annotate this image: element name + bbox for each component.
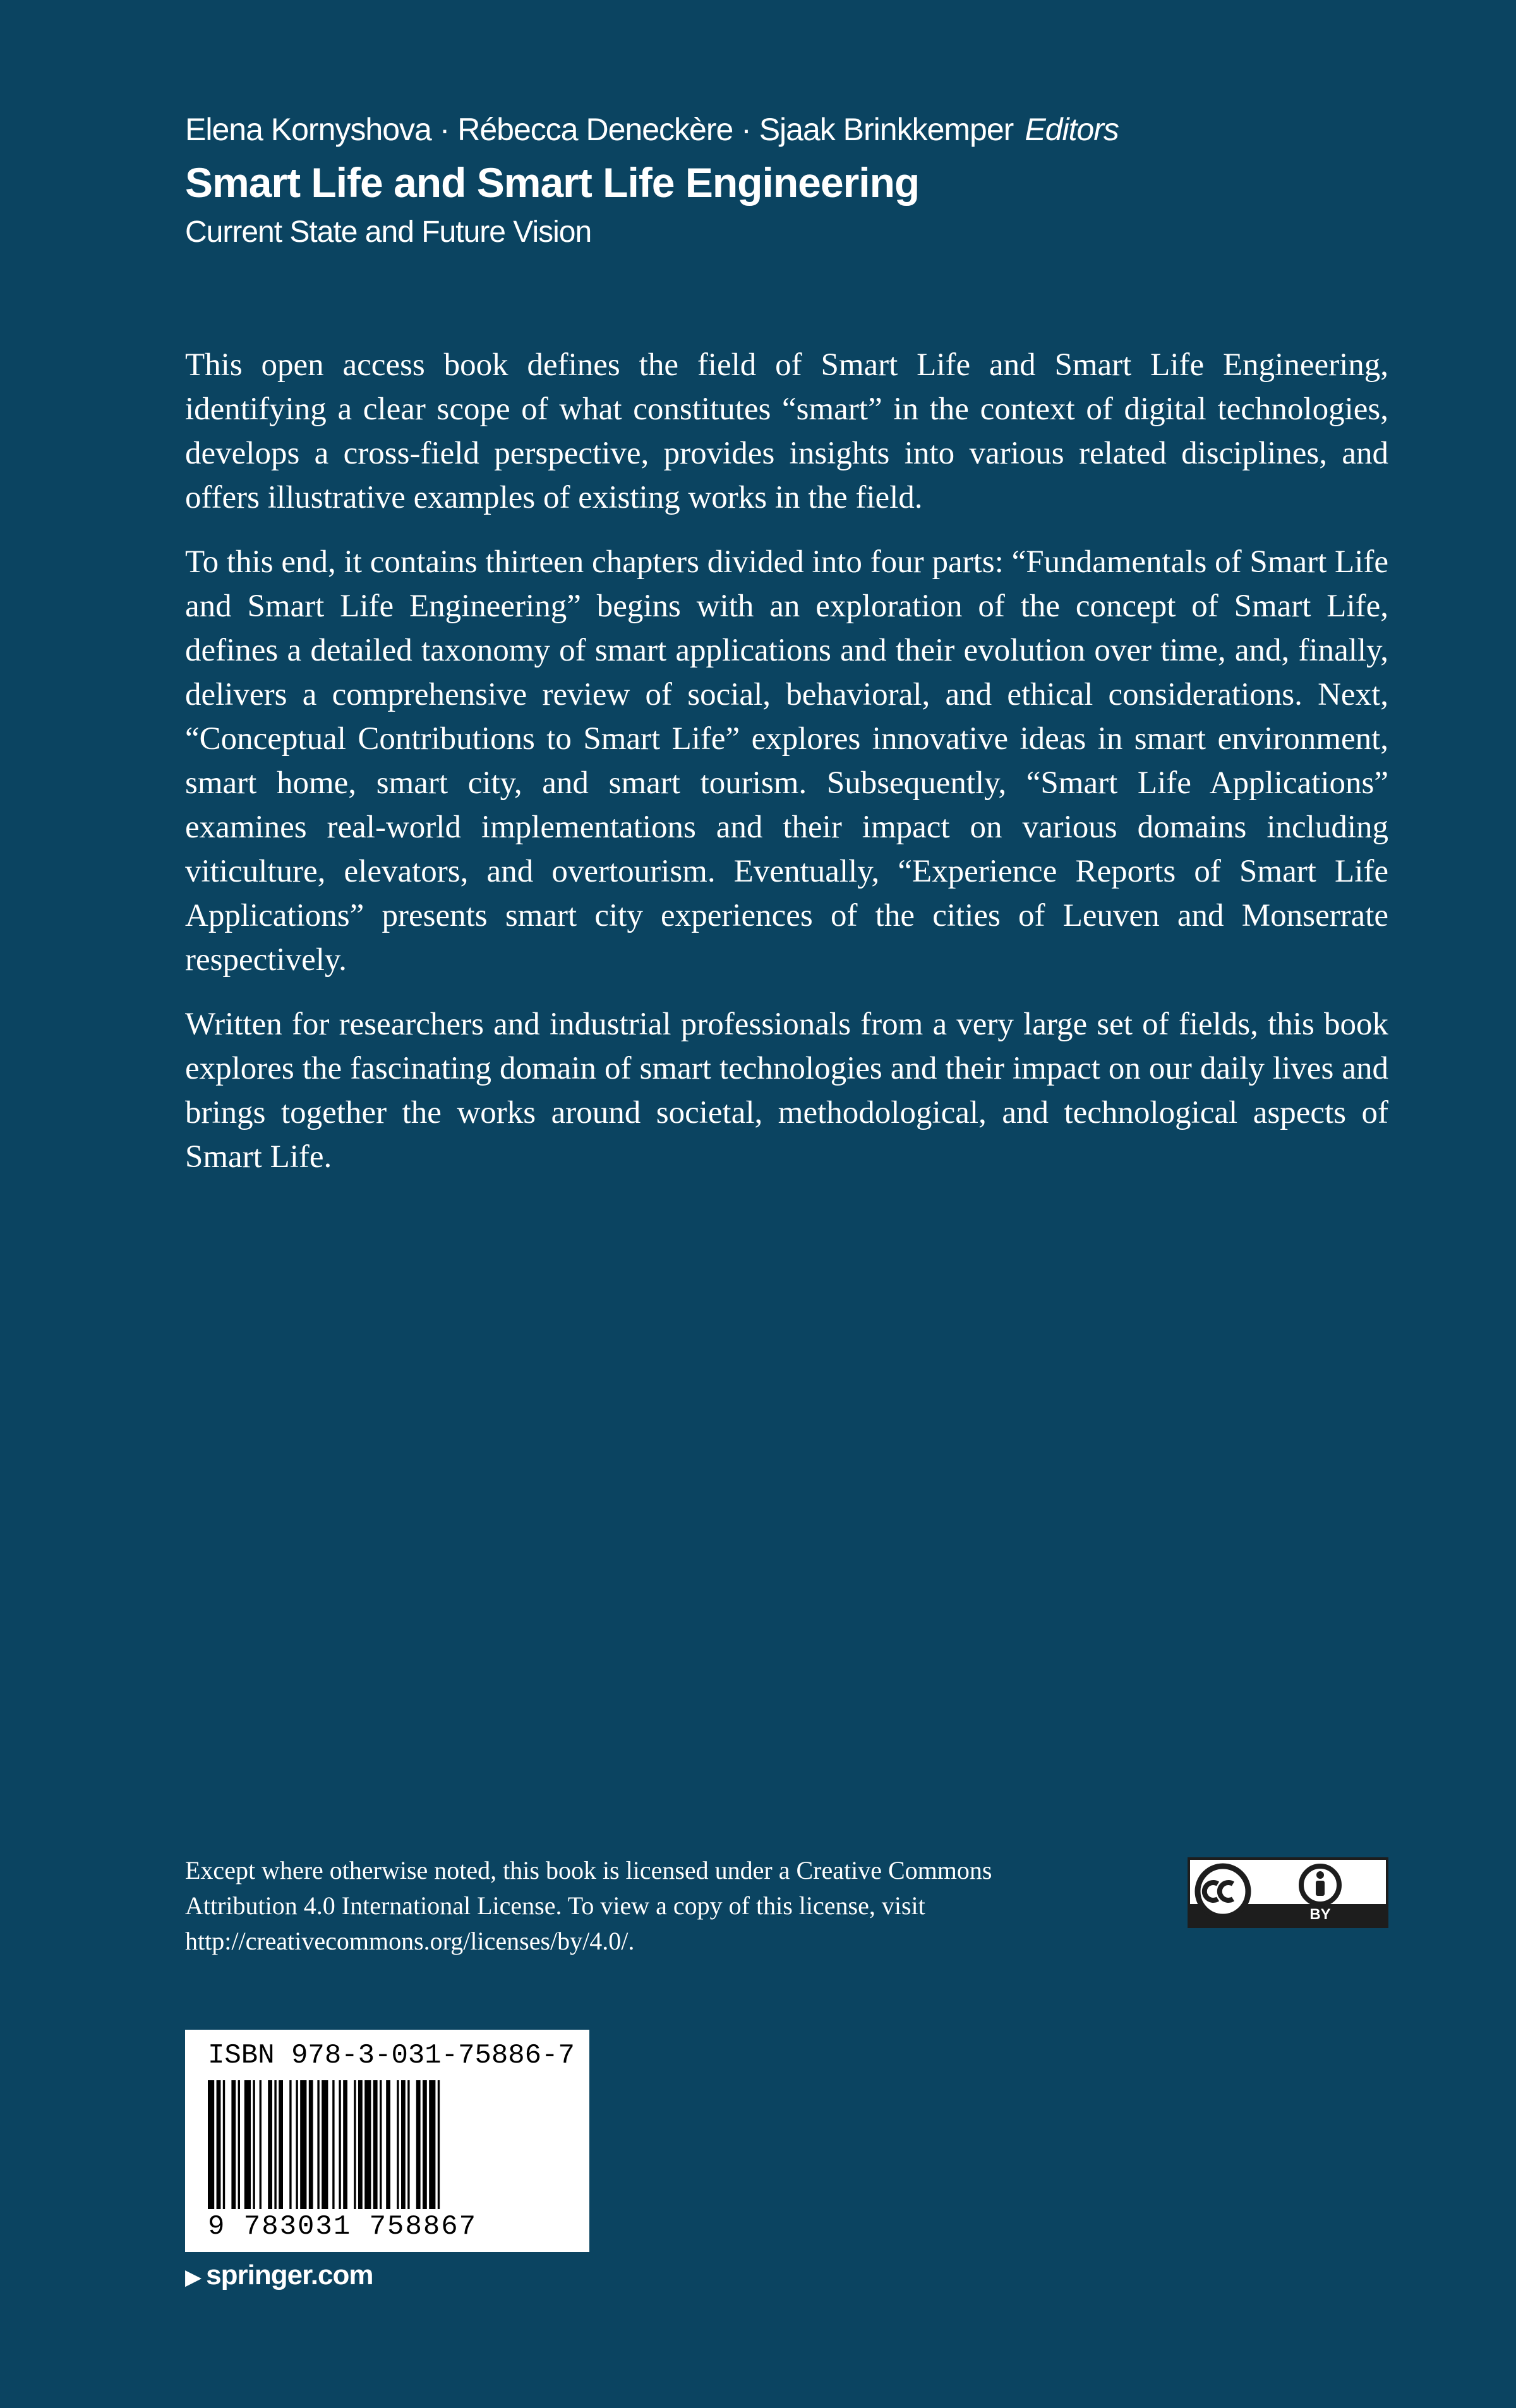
- cc-by-label: BY: [1309, 1906, 1331, 1923]
- publisher-link-text: springer.com: [206, 2260, 373, 2291]
- barcode-bar: [238, 2080, 240, 2223]
- barcode-bar: [223, 2080, 225, 2223]
- cover-header: [185, 107, 1385, 253]
- editors-role: Editors: [1025, 112, 1119, 147]
- barcode-bar: [260, 2080, 262, 2223]
- description-paragraph-2: To this end, it contains thirteen chapters divided into four parts: “Fundamentals of Smart Life and Smart Life Engineering” begins with an exploration of the concept of Smart Life, defines a detailed taxonomy of smart applications and their evolution over time, and, finally, delivers a comprehensive review of social, behavioral, and ethical considerations. Next, “Conceptual Contributions to Smart Life” explores innovative ideas in smart environment, smart home, smart city, and smart tourism. Subsequently, “Smart Life Applications” examines real-world implementations and their impact on various domains including viticulture, elevators, and overtourism. Eventually, “Experience Reports of Smart Life Applications” presents smart city experiences of the cities of Leuven and Monserrate respectively.: [185, 544, 1388, 978]
- barcode-bar: [217, 2080, 221, 2223]
- barcode-bar: [231, 2080, 236, 2223]
- license-notice: Except where otherwise noted, this book is licensed under a Creative Commons Attribution 4.0 International License. To view a copy of this license, visit http://creativecommons.org/licenses/by/4.0/.: [185, 1856, 992, 1955]
- isbn-label: ISBN 978-3-031-75886-7: [208, 2040, 575, 2071]
- barcode-bar: [253, 2080, 255, 2223]
- barcode-bar: [300, 2080, 306, 2223]
- barcode-bars: [208, 2080, 567, 2223]
- barcode-bar: [317, 2080, 319, 2223]
- barcode-bar: [244, 2080, 251, 2223]
- description-paragraph-1: This open access book defines the field of Smart Life and Smart Life Engineering, identifying a clear scope of what constitutes “smart” in the context of digital technologies, develops a cross-field perspective, provides insights into various related disciplines, and offers illustrative examples of existing works in the field.: [185, 347, 1388, 515]
- barcode-bar: [438, 2080, 440, 2223]
- barcode-bar: [343, 2080, 347, 2223]
- editors-names: Elena Kornyshova · Rébecca Deneckère · Sjaak Brinkkemper: [185, 112, 1014, 147]
- barcode-bar: [401, 2080, 406, 2223]
- book-subtitle: Current State and Future Vision: [185, 215, 592, 249]
- publisher-link[interactable]: [185, 2256, 373, 2296]
- barcode-bar: [423, 2080, 427, 2223]
- barcode-bar: [296, 2080, 298, 2223]
- barcode-bar: [380, 2080, 382, 2223]
- barcode-bar: [339, 2080, 340, 2223]
- barcode-bar: [268, 2080, 272, 2223]
- barcode-bar: [397, 2080, 399, 2223]
- barcode-bar: [364, 2080, 371, 2223]
- cc-logo-icon: [1190, 1860, 1386, 1926]
- barcode-bar: [274, 2080, 276, 2223]
- barcode-bar: [429, 2080, 435, 2223]
- barcode-bar: [416, 2080, 421, 2223]
- barcode-bar: [289, 2080, 291, 2223]
- barcode-bar: [354, 2080, 356, 2223]
- book-description: [185, 343, 1388, 1199]
- barcode-bar: [407, 2080, 409, 2223]
- barcode-bar: [373, 2080, 378, 2223]
- barcode-bar: [322, 2080, 328, 2223]
- barcode-bar: [279, 2080, 283, 2223]
- isbn-barcode: [185, 2030, 589, 2252]
- barcode-bar: [309, 2080, 313, 2223]
- barcode-bar: [386, 2080, 390, 2223]
- barcode-bar: [358, 2080, 363, 2223]
- barcode-digits: 9 783031 758867: [208, 2209, 477, 2244]
- description-paragraph-3: Written for researchers and industrial professionals from a very large set of fields, this book explores the fascinating domain of smart technologies and their impact on our daily lives and brings together the works around societal, methodological, and technological aspects of Smart Life.: [185, 1007, 1388, 1175]
- barcode-bar: [208, 2080, 214, 2223]
- barcode-bar: [332, 2080, 334, 2223]
- editors-line: [185, 107, 1385, 152]
- cc-by-icon: [1188, 1857, 1388, 1928]
- book-title: Smart Life and Smart Life Engineering: [185, 159, 920, 206]
- arrow-right-icon: ▶: [185, 2265, 202, 2289]
